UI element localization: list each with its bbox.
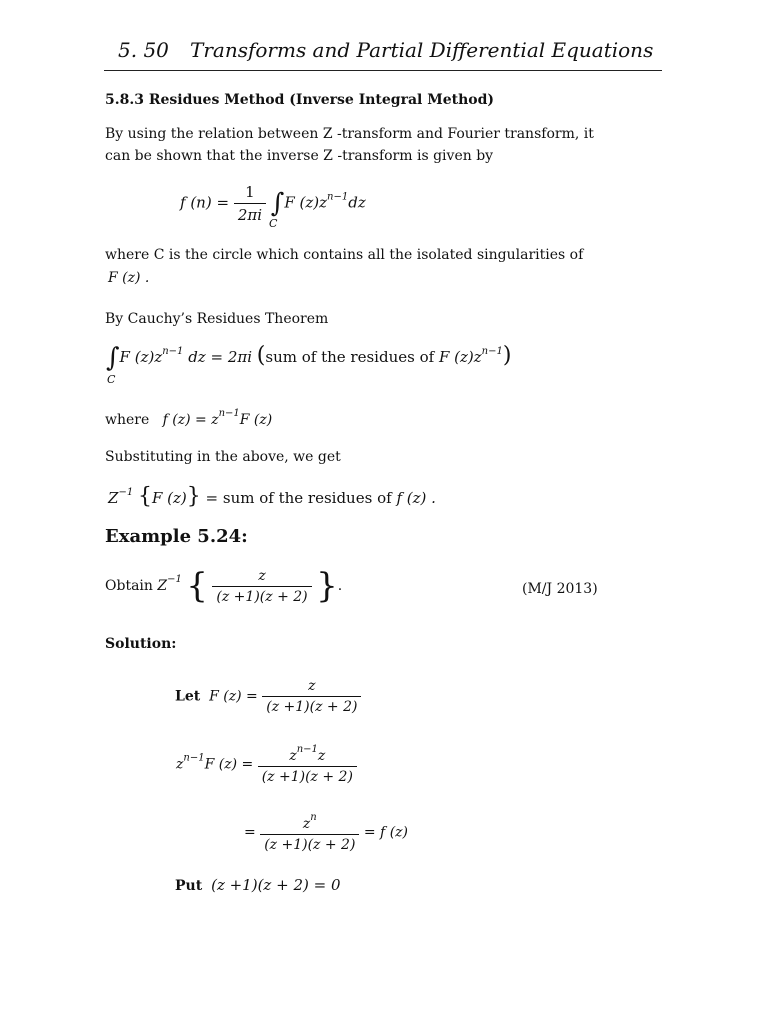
eq3-close-brace: } xyxy=(186,484,201,509)
s4-equation: (z +1)(z + 2) = 0 xyxy=(211,876,341,894)
eq3-lhs: Z xyxy=(108,489,119,507)
s3-den: (z +1)(z + 2) xyxy=(264,837,356,853)
solution-step-4 xyxy=(175,876,340,894)
example-den: (z +1)(z + 2) xyxy=(216,588,308,605)
s3-eq: = xyxy=(244,824,256,841)
example-num: z xyxy=(212,568,311,587)
eq3-fz: f (z) . xyxy=(396,489,436,507)
where-c-line-1: where C is the circle which contains all the isolated singularities of xyxy=(105,247,584,263)
s2-den: (z +1)(z + 2) xyxy=(261,769,353,785)
s2-num-z: z xyxy=(317,748,326,764)
eq1-integrand: F (z)z xyxy=(284,193,328,212)
s3-rhs: = f (z) xyxy=(363,824,408,841)
where-f-exp: n−1 xyxy=(218,408,240,419)
s3-num-exp: n xyxy=(310,812,317,823)
example-statement xyxy=(105,566,342,606)
eq2-integrand: F (z)z xyxy=(119,348,163,366)
s1-num: z xyxy=(262,678,361,697)
exam-reference: (M/J 2013) xyxy=(522,581,598,597)
running-title: Transforms and Partial Differential Equations xyxy=(190,38,654,62)
s2-num-exp: n−1 xyxy=(296,744,318,755)
put-label: Put xyxy=(175,878,203,894)
solution-heading: Solution: xyxy=(105,636,177,652)
s2-fraction xyxy=(258,744,357,785)
where-f-label: where xyxy=(105,412,150,428)
eq1-dz: dz xyxy=(348,193,366,212)
example-op: Z xyxy=(157,578,168,594)
eq1-contour: C xyxy=(269,217,278,230)
eq2-fz: F (z)z xyxy=(438,348,482,366)
eq1-den: 2πi xyxy=(237,206,263,224)
example-heading: Example 5.24: xyxy=(105,526,248,547)
s2-exp: n−1 xyxy=(183,752,205,764)
solution-step-2 xyxy=(176,744,357,785)
s2-num-base: z xyxy=(289,748,297,764)
eq3-open-brace: { xyxy=(137,484,152,509)
eq3-arg: F (z) xyxy=(151,489,187,507)
where-f-line xyxy=(105,408,272,428)
solution-step-3 xyxy=(244,812,408,853)
page-number: 5. 50 xyxy=(118,38,169,62)
where-c-line-2: F (z) . xyxy=(108,270,150,286)
let-label: Let xyxy=(175,688,201,705)
section-heading: 5.8.3 Residues Method (Inverse Integral Method) xyxy=(105,92,495,108)
eq2-exp2: n−1 xyxy=(481,346,503,357)
equation-cauchy xyxy=(106,343,511,373)
s2-lhs2: F (z) = xyxy=(204,756,254,773)
example-open-brace: { xyxy=(186,566,208,606)
eq3-exp: −1 xyxy=(118,487,134,498)
eq2-mid: dz = 2πi xyxy=(188,348,253,366)
integral-sign: ∫ xyxy=(270,188,285,219)
example-fraction xyxy=(212,568,311,605)
s2-lhs: z xyxy=(176,756,184,773)
eq2-text: sum of the residues of xyxy=(265,348,435,366)
equation-inverse-result xyxy=(108,484,436,509)
cauchy-theorem-line: By Cauchy’s Residues Theorem xyxy=(105,311,329,327)
integral-sign-2: ∫ xyxy=(106,343,120,373)
eq1-lhs: f (n) = xyxy=(180,193,230,212)
s3-num xyxy=(260,812,359,835)
close-paren: ) xyxy=(502,343,512,368)
substituting-line: Substituting in the above, we get xyxy=(105,449,341,465)
eq2-contour: C xyxy=(107,373,116,386)
where-f-lhs: f (z) = z xyxy=(162,412,219,428)
eq1-exp: n−1 xyxy=(327,191,349,203)
eq1-fraction xyxy=(234,183,266,224)
example-dot: . xyxy=(337,578,343,594)
example-close-brace: } xyxy=(316,566,338,606)
where-f-rhs: F (z) xyxy=(239,412,273,428)
s1-lhs: F (z) = xyxy=(209,688,258,705)
obtain-label: Obtain xyxy=(105,578,153,594)
intro-line-2: can be shown that the inverse Z -transform is given by xyxy=(105,148,494,164)
s2-num xyxy=(258,744,357,767)
eq1-num: 1 xyxy=(234,183,266,204)
header-rule xyxy=(104,70,662,71)
open-paren: ( xyxy=(256,343,266,368)
intro-line-1: By using the relation between Z -transform and Fourier transform, it xyxy=(105,126,594,142)
s1-fraction xyxy=(262,678,361,715)
solution-step-1 xyxy=(175,678,361,715)
eq3-rhs: = sum of the residues of xyxy=(205,489,392,507)
example-exp: −1 xyxy=(167,574,182,585)
s1-den: (z +1)(z + 2) xyxy=(266,699,358,715)
s3-num-base: z xyxy=(302,816,311,832)
s3-fraction xyxy=(260,812,359,853)
eq2-exp: n−1 xyxy=(162,346,184,357)
